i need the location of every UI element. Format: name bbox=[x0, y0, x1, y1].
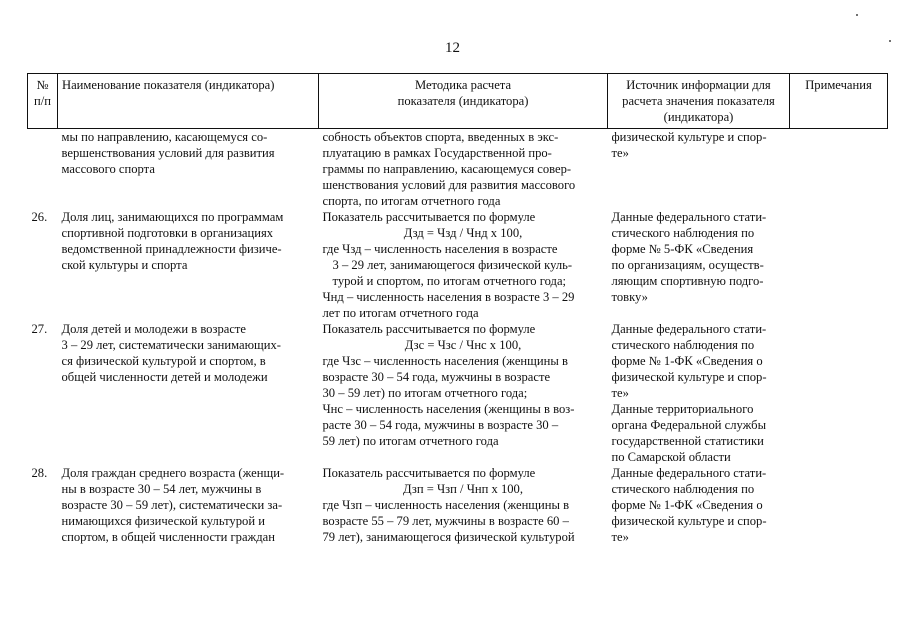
row-method bbox=[319, 465, 608, 545]
text-line: те» bbox=[611, 530, 629, 544]
text-line: ведомственной принадлежности физиче- bbox=[61, 242, 282, 256]
row-number: 28. bbox=[31, 466, 48, 480]
text-line: 3 – 29 лет, систематически занимающих- bbox=[61, 338, 281, 352]
text-line: Показатель рассчитывается по формуле bbox=[322, 210, 536, 224]
header-text: п/п bbox=[34, 94, 51, 108]
text-line: турой и спортом, по итогам отчетного года; bbox=[332, 274, 567, 288]
text-line: спорта, по итогам отчетного года bbox=[322, 194, 501, 208]
text-line: плуатацию в рамках Государственной про- bbox=[322, 146, 552, 160]
text-line: по организациям, осуществ- bbox=[611, 258, 764, 272]
text-line: ны в возрасте 30 – 54 лет, мужчины в bbox=[61, 482, 262, 496]
text-line: массового спорта bbox=[61, 162, 155, 176]
text-line: форме № 1-ФК «Сведения о bbox=[611, 498, 763, 512]
header-text: Наименование показателя (индикатора) bbox=[62, 78, 275, 92]
header-text: Методика расчета bbox=[414, 78, 512, 92]
text-line: Чнд – численность населения в возрасте 3 – 29 bbox=[322, 290, 575, 304]
row-source bbox=[608, 129, 790, 210]
text-line: Данные федерального стати- bbox=[611, 466, 767, 480]
text-line: ской культуры и спорта bbox=[61, 258, 188, 272]
text-line: стического наблюдения по bbox=[611, 338, 755, 352]
formula: Дзд = Чзд / Чнд х 100, bbox=[403, 226, 523, 240]
formula: Дзп = Чзп / Чнп х 100, bbox=[402, 482, 523, 496]
text-line: нимающихся физической культурой и bbox=[61, 514, 265, 528]
text-line: вершенствования условий для развития bbox=[61, 146, 275, 160]
text-line: товку» bbox=[611, 290, 648, 304]
table-row bbox=[28, 209, 888, 321]
text-line: шенствования условий для развития массового bbox=[322, 178, 576, 192]
header-text: Источник информации для bbox=[626, 78, 771, 92]
text-line: Доля граждан среднего возраста (женщи- bbox=[61, 466, 285, 480]
text-line: Чнс – численность населения (женщины в воз- bbox=[322, 402, 575, 416]
text-line: Данные федерального стати- bbox=[611, 210, 767, 224]
table-row bbox=[28, 321, 888, 465]
text-line: ляющим спортивную подго- bbox=[611, 274, 764, 288]
table-row bbox=[28, 465, 888, 545]
text-line: где Чзс – численность населения (женщины в bbox=[322, 354, 568, 368]
table-row bbox=[28, 129, 888, 210]
text-line: где Чзп – численность населения (женщины в bbox=[322, 498, 570, 512]
header-text: показателя (индикатора) bbox=[397, 94, 529, 108]
text-line: те» bbox=[611, 386, 629, 400]
text-line: 59 лет) по итогам отчетного года bbox=[322, 434, 499, 448]
row-source bbox=[608, 321, 790, 465]
text-line: ся физической культурой и спортом, в bbox=[61, 354, 266, 368]
header-notes bbox=[790, 74, 888, 129]
scan-dot bbox=[856, 14, 858, 16]
header-text: (индикатора) bbox=[663, 110, 734, 124]
text-line: Показатель рассчитывается по формуле bbox=[322, 466, 536, 480]
text-line: возрасте 30 – 59 лет), систематически за- bbox=[61, 498, 283, 512]
row-number: 27. bbox=[31, 322, 48, 336]
text-line: те» bbox=[611, 146, 629, 160]
row-name bbox=[58, 465, 319, 545]
row-name bbox=[58, 209, 319, 321]
row-notes bbox=[790, 321, 888, 465]
text-line: лет по итогам отчетного года bbox=[322, 306, 479, 320]
formula: Дзс = Чзс / Чнс х 100, bbox=[404, 338, 522, 352]
text-line: собность объектов спорта, введенных в экс- bbox=[322, 130, 559, 144]
text-line: государственной статистики bbox=[611, 434, 764, 448]
text-line: 30 – 59 лет) по итогам отчетного года; bbox=[322, 386, 528, 400]
text-line: спортом, в общей численности граждан bbox=[61, 530, 275, 544]
text-line: физической культуре и спор- bbox=[611, 130, 767, 144]
text-line: Доля детей и молодежи в возрасте bbox=[61, 322, 247, 336]
scan-dot bbox=[889, 40, 891, 42]
text-line: 3 – 29 лет, занимающегося физической куль- bbox=[332, 258, 573, 272]
text-line: Показатель рассчитывается по формуле bbox=[322, 322, 536, 336]
text-line: по Самарской области bbox=[611, 450, 731, 464]
table-header-row bbox=[28, 74, 888, 129]
text-line: стического наблюдения по bbox=[611, 226, 755, 240]
text-line: возрасте 55 – 79 лет, мужчины в возрасте 60 – bbox=[322, 514, 569, 528]
text-line: граммы по направлению, касающемуся совер- bbox=[322, 162, 572, 176]
header-text: № bbox=[36, 78, 49, 92]
row-name bbox=[58, 129, 319, 210]
row-method bbox=[319, 129, 608, 210]
indicators-table bbox=[27, 73, 888, 545]
header-text: Примечания bbox=[805, 78, 872, 92]
header-method bbox=[319, 74, 608, 129]
row-source bbox=[608, 465, 790, 545]
row-name bbox=[58, 321, 319, 465]
header-text: расчета значения показателя bbox=[622, 94, 775, 108]
text-line: общей численности детей и молодежи bbox=[61, 370, 268, 384]
text-line: Доля лиц, занимающихся по программам bbox=[61, 210, 284, 224]
text-line: стического наблюдения по bbox=[611, 482, 755, 496]
header-num bbox=[28, 74, 58, 129]
text-line: спортивной подготовки в организациях bbox=[61, 226, 274, 240]
text-line: физической культуре и спор- bbox=[611, 370, 767, 384]
row-number bbox=[28, 129, 58, 210]
text-line: Данные федерального стати- bbox=[611, 322, 767, 336]
text-line: где Чзд – численность населения в возрасте bbox=[322, 242, 558, 256]
header-source bbox=[608, 74, 790, 129]
row-notes bbox=[790, 129, 888, 210]
page-number: 12 bbox=[445, 40, 460, 56]
row-method bbox=[319, 209, 608, 321]
text-line: возрасте 30 – 54 года, мужчины в возрасте bbox=[322, 370, 551, 384]
text-line: физической культуре и спор- bbox=[611, 514, 767, 528]
text-line: форме № 1-ФК «Сведения о bbox=[611, 354, 763, 368]
row-notes bbox=[790, 465, 888, 545]
text-line: мы по направлению, касающемуся со- bbox=[61, 130, 268, 144]
text-line: 79 лет), занимающегося физической культурой bbox=[322, 530, 575, 544]
header-name bbox=[58, 74, 319, 129]
row-notes bbox=[790, 209, 888, 321]
text-line: форме № 5-ФК «Сведения bbox=[611, 242, 754, 256]
text-line: органа Федеральной службы bbox=[611, 418, 767, 432]
row-method bbox=[319, 321, 608, 465]
text-line: расте 30 – 54 года, мужчины в возрасте 30 – bbox=[322, 418, 559, 432]
row-source bbox=[608, 209, 790, 321]
text-line: Данные территориального bbox=[611, 402, 754, 416]
row-number: 26. bbox=[31, 210, 48, 224]
